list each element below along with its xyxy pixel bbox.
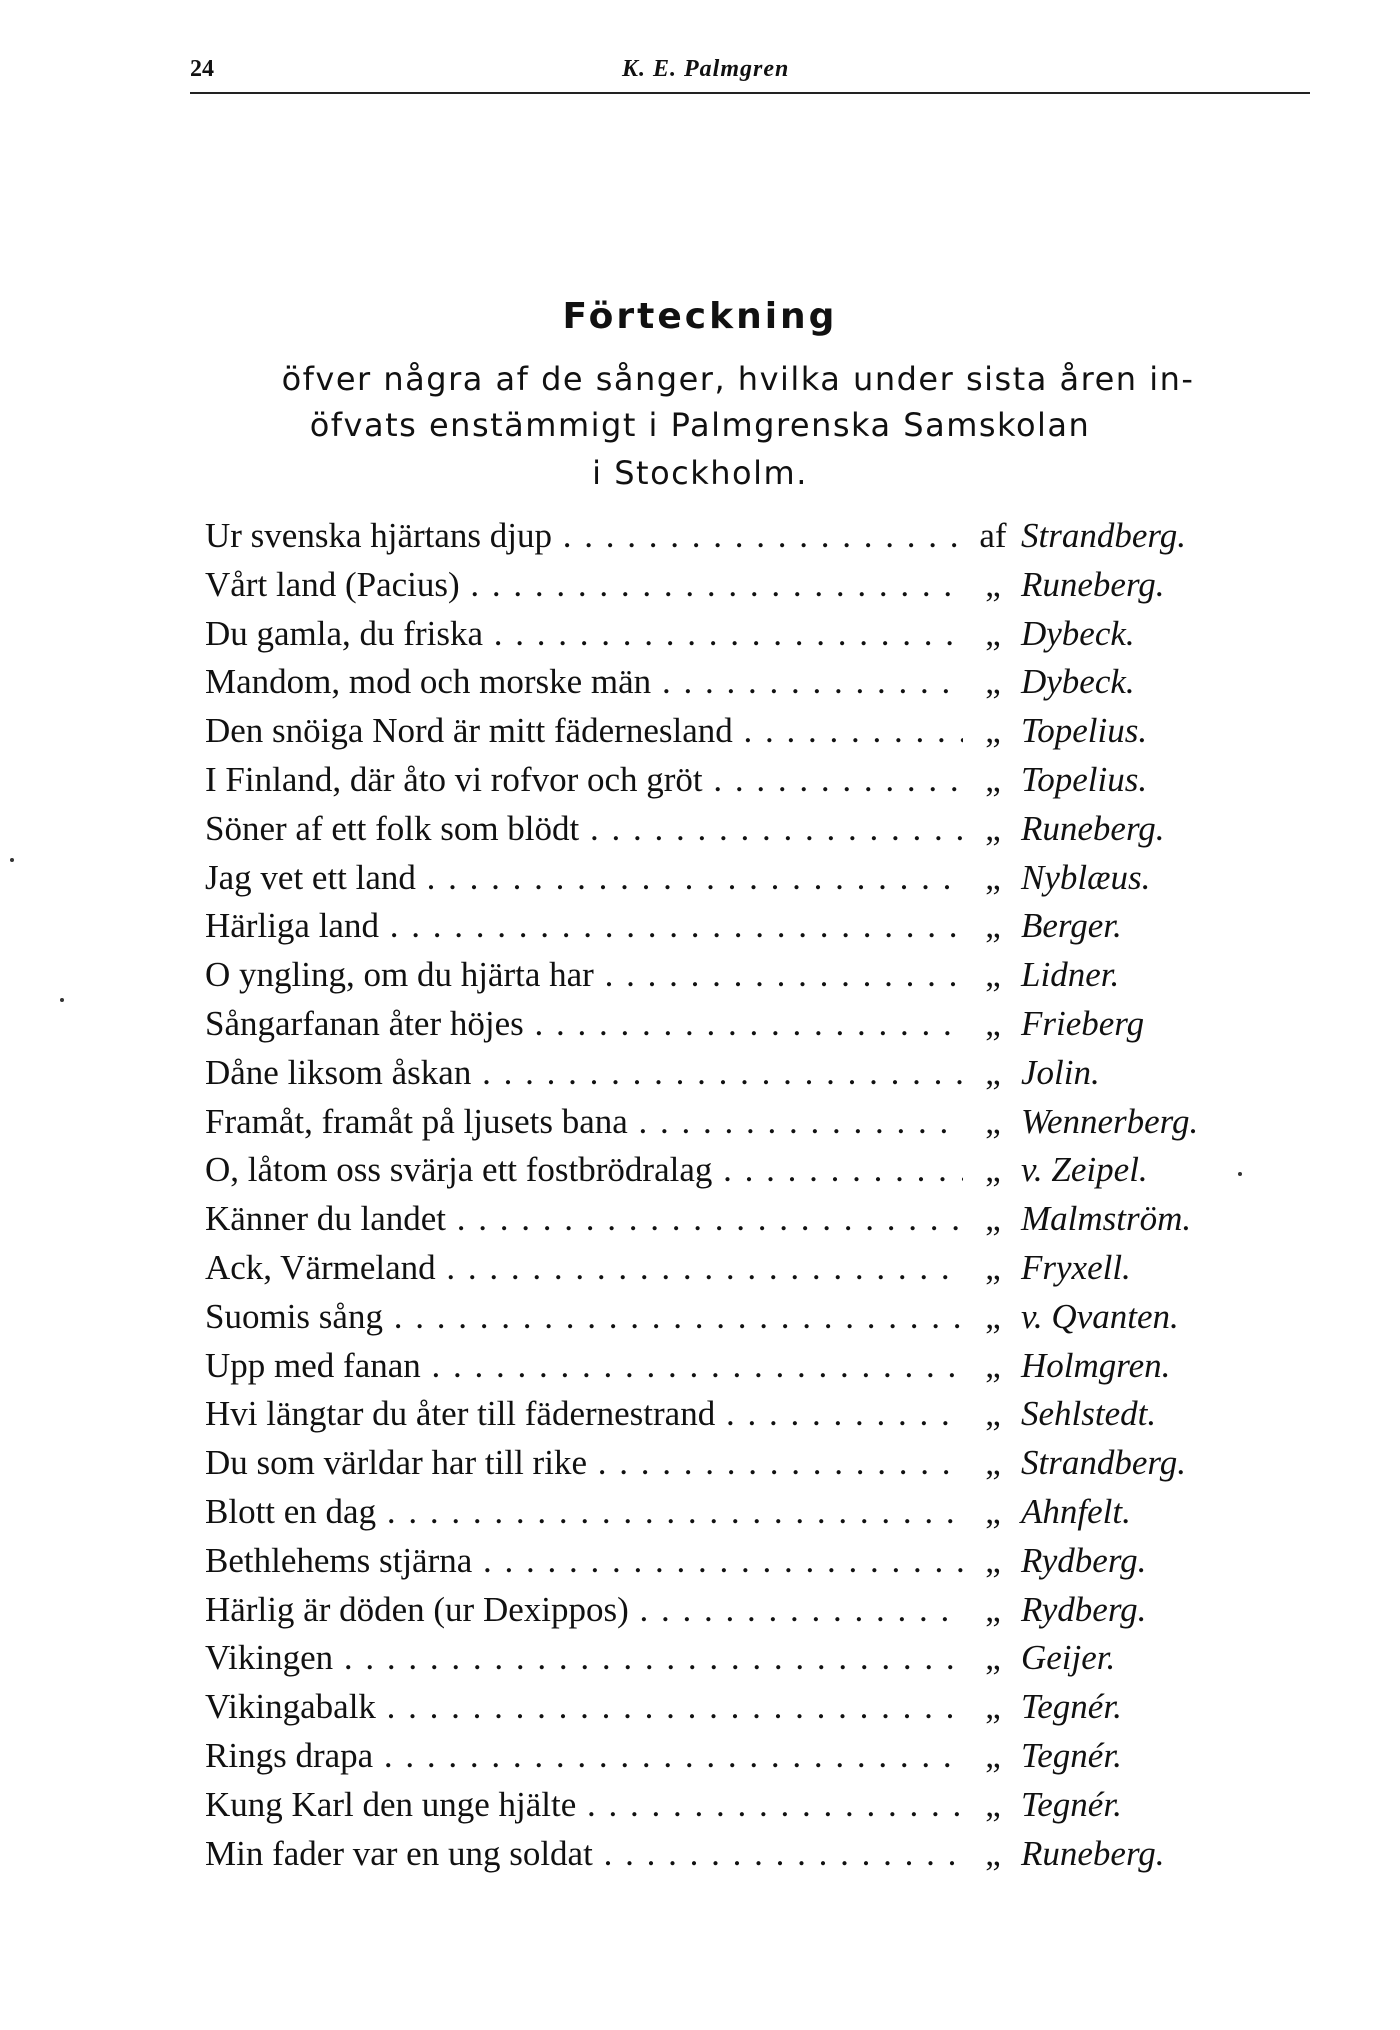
song-title: Du som världar har till rike . . . [205, 1439, 965, 1488]
paper-speck [10, 858, 14, 862]
song-title: Sångarfanan åter höjes . . . [205, 1000, 965, 1049]
song-list [205, 512, 1245, 1878]
song-entry [205, 1586, 1245, 1635]
song-author: Malmström. [1017, 1195, 1191, 1244]
author-prefix: „ [963, 756, 1023, 805]
song-title: I Finland, där åto vi rofvor och gröt . . . [205, 756, 965, 805]
author-prefix: „ [963, 1195, 1023, 1244]
song-title: Min fader var en ung soldat . . . [205, 1830, 965, 1879]
song-title: Framåt, framåt på ljusets bana . . . [205, 1098, 965, 1147]
author-prefix: „ [963, 1439, 1023, 1488]
song-title: Vikingen . . . [205, 1634, 965, 1683]
subtitle-line-1: öfver några af de sånger, hvilka under sista åren in- [281, 360, 1195, 398]
author-prefix: „ [963, 1537, 1023, 1586]
song-entry [205, 610, 1245, 659]
song-title: Ack, Värmeland . . . [205, 1244, 965, 1293]
song-title: Du gamla, du friska . . . [205, 610, 965, 659]
song-title: Den snöiga Nord är mitt fädernesland . . . [205, 707, 965, 756]
paper-speck [60, 998, 64, 1002]
author-prefix: „ [963, 1488, 1023, 1537]
song-entry [205, 1293, 1245, 1342]
song-entry [205, 805, 1245, 854]
song-author: Rydberg. [1017, 1537, 1146, 1586]
author-prefix: „ [963, 658, 1023, 707]
song-author: Frieberg [1017, 1000, 1144, 1049]
song-title: O, låtom oss svärja ett fostbrödralag . . . [205, 1146, 965, 1195]
running-header [190, 52, 1310, 94]
song-title: Suomis sång . . . [205, 1293, 965, 1342]
song-author: Runeberg. [1017, 561, 1165, 610]
song-entry [205, 1830, 1245, 1879]
page-number: 24 [190, 56, 214, 82]
song-entry [205, 1195, 1245, 1244]
song-author: v. Zeipel. [1017, 1146, 1148, 1195]
song-title: Hvi längtar du åter till fädernestrand . . . [205, 1390, 965, 1439]
song-title: Jag vet ett land . . . [205, 854, 965, 903]
song-author: Rydberg. [1017, 1586, 1146, 1635]
song-entry [205, 1732, 1245, 1781]
song-author: Strandberg. [1017, 512, 1186, 561]
song-author: Jolin. [1017, 1049, 1100, 1098]
running-title: K. E. Palmgren [622, 56, 790, 82]
song-author: Topelius. [1017, 707, 1147, 756]
author-prefix: af [963, 512, 1023, 561]
song-entry [205, 1000, 1245, 1049]
song-entry [205, 561, 1245, 610]
song-entry [205, 1146, 1245, 1195]
song-title: Härliga land . . . [205, 902, 965, 951]
song-title: Rings drapa . . . [205, 1732, 965, 1781]
song-title: Kung Karl den unge hjälte . . . [205, 1781, 965, 1830]
song-entry [205, 1488, 1245, 1537]
author-prefix: „ [963, 854, 1023, 903]
song-author: Runeberg. [1017, 805, 1165, 854]
page-title: Förteckning [562, 296, 838, 337]
song-title: Ur svenska hjärtans djup . . . [205, 512, 965, 561]
song-entry [205, 1244, 1245, 1293]
song-author: Nyblæus. [1017, 854, 1150, 903]
author-prefix: „ [963, 1293, 1023, 1342]
song-author: Geijer. [1017, 1634, 1115, 1683]
song-author: Topelius. [1017, 756, 1147, 805]
song-title: Känner du landet . . . [205, 1195, 965, 1244]
author-prefix: „ [963, 1732, 1023, 1781]
song-entry [205, 756, 1245, 805]
song-author: Wennerberg. [1017, 1098, 1198, 1147]
author-prefix: „ [963, 902, 1023, 951]
author-prefix: „ [963, 1244, 1023, 1293]
song-author: Holmgren. [1017, 1342, 1170, 1391]
song-author: Ahnfelt. [1017, 1488, 1131, 1537]
song-author: Runeberg. [1017, 1830, 1165, 1879]
song-author: Berger. [1017, 902, 1122, 951]
author-prefix: „ [963, 1098, 1023, 1147]
song-entry [205, 902, 1245, 951]
song-title: O yngling, om du hjärta har . . . [205, 951, 965, 1000]
song-entry [205, 1781, 1245, 1830]
song-author: Sehlstedt. [1017, 1390, 1156, 1439]
song-entry [205, 512, 1245, 561]
song-title: Vikingabalk . . . [205, 1683, 965, 1732]
song-entry [205, 951, 1245, 1000]
song-author: Lidner. [1017, 951, 1119, 1000]
song-title: Dåne liksom åskan . . . [205, 1049, 965, 1098]
author-prefix: „ [963, 805, 1023, 854]
author-prefix: „ [963, 1146, 1023, 1195]
author-prefix: „ [963, 1683, 1023, 1732]
paper-speck [1238, 1172, 1242, 1176]
song-author: v. Qvanten. [1017, 1293, 1179, 1342]
author-prefix: „ [963, 1390, 1023, 1439]
song-title: Härlig är döden (ur Dexippos) . . . [205, 1586, 965, 1635]
song-author: Strandberg. [1017, 1439, 1186, 1488]
song-entry [205, 1098, 1245, 1147]
author-prefix: „ [963, 1586, 1023, 1635]
song-author: Fryxell. [1017, 1244, 1131, 1293]
author-prefix: „ [963, 1634, 1023, 1683]
song-entry [205, 1537, 1245, 1586]
song-entry [205, 1049, 1245, 1098]
song-entry [205, 1634, 1245, 1683]
author-prefix: „ [963, 1000, 1023, 1049]
author-prefix: „ [963, 1830, 1023, 1879]
song-author: Dybeck. [1017, 658, 1135, 707]
song-title: Bethlehems stjärna . . . [205, 1537, 965, 1586]
song-entry [205, 707, 1245, 756]
author-prefix: „ [963, 1781, 1023, 1830]
author-prefix: „ [963, 1342, 1023, 1391]
song-author: Dybeck. [1017, 610, 1135, 659]
song-entry [205, 658, 1245, 707]
song-entry [205, 1439, 1245, 1488]
song-title: Mandom, mod och morske män . . . [205, 658, 965, 707]
song-entry [205, 1390, 1245, 1439]
author-prefix: „ [963, 707, 1023, 756]
song-title: Vårt land (Pacius) . . . [205, 561, 965, 610]
author-prefix: „ [963, 951, 1023, 1000]
song-title: Söner af ett folk som blödt . . . [205, 805, 965, 854]
song-title: Blott en dag . . . [205, 1488, 965, 1537]
song-entry [205, 1683, 1245, 1732]
subtitle-line-3: i Stockholm. [592, 454, 808, 492]
subtitle-line-2: öfvats enstämmigt i Palmgrenska Samskolan [309, 406, 1091, 444]
song-author: Tegnér. [1017, 1732, 1122, 1781]
song-entry [205, 1342, 1245, 1391]
author-prefix: „ [963, 561, 1023, 610]
author-prefix: „ [963, 1049, 1023, 1098]
song-author: Tegnér. [1017, 1781, 1122, 1830]
song-title: Upp med fanan . . . [205, 1342, 965, 1391]
song-entry [205, 854, 1245, 903]
song-author: Tegnér. [1017, 1683, 1122, 1732]
author-prefix: „ [963, 610, 1023, 659]
